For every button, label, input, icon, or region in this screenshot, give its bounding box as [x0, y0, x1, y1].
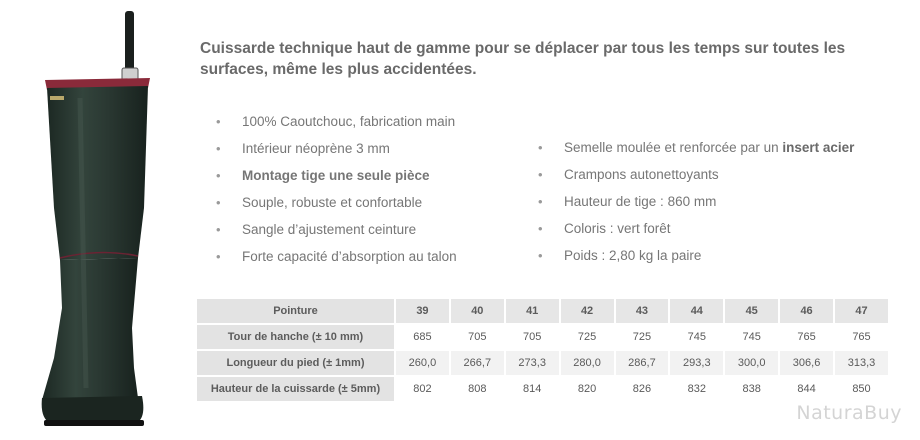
size-column-header: 39 — [396, 299, 449, 323]
table-cell: 844 — [780, 377, 833, 401]
feature-text: Intérieur néoprène 3 mm — [242, 141, 390, 156]
bullet-icon: • — [538, 140, 543, 155]
feature-list-left — [216, 113, 457, 275]
size-table-header-label: Pointure — [197, 299, 394, 323]
table-cell: 765 — [835, 325, 888, 349]
feature-text: Semelle moulée et renforcée par un — [564, 140, 783, 155]
bullet-icon: • — [216, 114, 221, 129]
size-table-header-row — [197, 299, 888, 323]
table-cell: 300,0 — [725, 351, 778, 375]
feature-text: 100% Caoutchouc, fabrication main — [242, 114, 456, 129]
size-column-header: 46 — [780, 299, 833, 323]
feature-text: Crampons autonettoyants — [564, 167, 719, 182]
wader-boot-image — [20, 8, 170, 433]
size-column-header: 40 — [451, 299, 504, 323]
table-cell: 705 — [451, 325, 504, 349]
table-cell: 266,7 — [451, 351, 504, 375]
table-cell: 745 — [670, 325, 723, 349]
feature-list-right-item — [538, 193, 854, 220]
table-cell: 705 — [506, 325, 559, 349]
table-cell: 826 — [616, 377, 669, 401]
size-column-header: 43 — [616, 299, 669, 323]
feature-list-left-item — [216, 248, 457, 275]
row-label: Longueur du pied (± 1mm) — [197, 351, 394, 375]
bullet-icon: • — [216, 195, 221, 210]
table-cell: 685 — [396, 325, 449, 349]
table-cell: 765 — [780, 325, 833, 349]
table-cell: 280,0 — [561, 351, 614, 375]
feature-text: Coloris : vert forêt — [564, 221, 671, 236]
table-cell: 814 — [506, 377, 559, 401]
size-column-header: 42 — [561, 299, 614, 323]
size-table — [195, 297, 890, 403]
table-row — [197, 377, 888, 401]
feature-text: Poids : 2,80 kg la paire — [564, 248, 702, 263]
table-cell: 260,0 — [396, 351, 449, 375]
table-cell: 313,3 — [835, 351, 888, 375]
table-cell: 802 — [396, 377, 449, 401]
row-label: Hauteur de la cuissarde (± 5mm) — [197, 377, 394, 401]
feature-list-left-item — [216, 140, 457, 167]
feature-list-right-item — [538, 166, 854, 193]
bullet-icon: • — [538, 221, 543, 236]
feature-emphasis: insert acier — [782, 140, 855, 155]
feature-list-left-item — [216, 221, 457, 248]
table-cell: 273,3 — [506, 351, 559, 375]
feature-list-right-item — [538, 139, 854, 166]
table-cell: 306,6 — [780, 351, 833, 375]
table-cell: 725 — [616, 325, 669, 349]
feature-text: Sangle d’ajustement ceinture — [242, 222, 417, 237]
bullet-icon: • — [216, 168, 221, 183]
feature-text: Souple, robuste et confortable — [242, 195, 423, 210]
size-column-header: 44 — [670, 299, 723, 323]
table-cell: 850 — [835, 377, 888, 401]
table-cell: 293,3 — [670, 351, 723, 375]
bullet-icon: • — [216, 249, 221, 264]
table-cell: 832 — [670, 377, 723, 401]
watermark-logo: NaturaBuy — [796, 402, 902, 424]
feature-list-left-item — [216, 167, 457, 194]
table-row — [197, 351, 888, 375]
feature-text: Montage tige une seule pièce — [242, 168, 430, 183]
feature-list-left-item — [216, 194, 457, 221]
bullet-icon: • — [538, 167, 543, 182]
feature-list-right-item — [538, 220, 854, 247]
bullet-icon: • — [216, 222, 221, 237]
table-cell: 838 — [725, 377, 778, 401]
size-column-header: 45 — [725, 299, 778, 323]
feature-text: Forte capacité d’absorption au talon — [242, 249, 457, 264]
bullet-icon: • — [538, 248, 543, 263]
bullet-icon: • — [216, 141, 221, 156]
feature-list-right — [538, 139, 854, 274]
table-cell: 820 — [561, 377, 614, 401]
table-row — [197, 325, 888, 349]
bullet-icon: • — [538, 194, 543, 209]
table-cell: 745 — [725, 325, 778, 349]
feature-list-right-item — [538, 247, 854, 274]
feature-text: Hauteur de tige : 860 mm — [564, 194, 717, 209]
product-headline: Cuissarde technique haut de gamme pour se déplacer par tous les temps sur toutes les surfaces, même les plus accidentées. — [200, 40, 846, 78]
table-cell: 286,7 — [616, 351, 669, 375]
row-label: Tour de hanche (± 10 mm) — [197, 325, 394, 349]
size-column-header: 47 — [835, 299, 888, 323]
size-column-header: 41 — [506, 299, 559, 323]
feature-list-left-item — [216, 113, 457, 140]
table-cell: 725 — [561, 325, 614, 349]
table-cell: 808 — [451, 377, 504, 401]
